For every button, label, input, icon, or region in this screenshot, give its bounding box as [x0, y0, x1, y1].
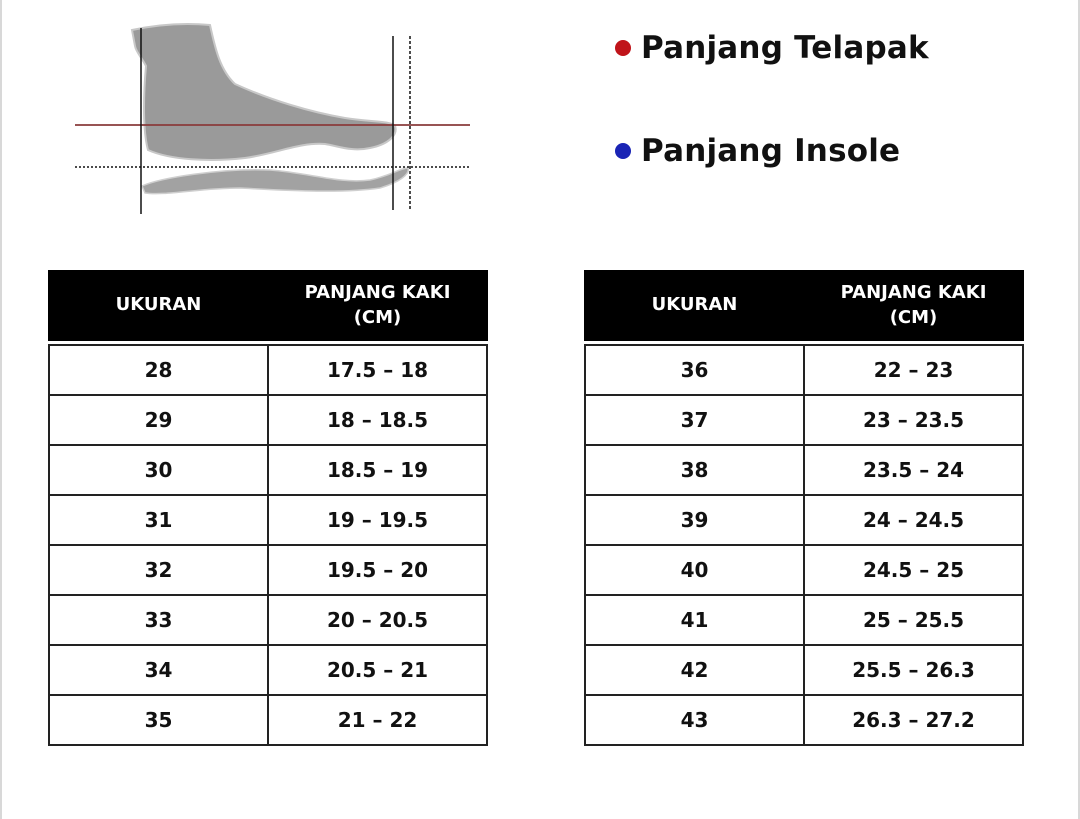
length-cell: 25 – 25.5: [804, 595, 1023, 645]
length-cell: 18.5 – 19: [268, 445, 487, 495]
length-cell: 18 – 18.5: [268, 395, 487, 445]
size-cell: 38: [585, 445, 804, 495]
size-cell: 29: [49, 395, 268, 445]
length-cell: 20 – 20.5: [268, 595, 487, 645]
table-row: [585, 545, 1023, 595]
foot-shape: [132, 24, 396, 160]
table-row: [49, 595, 487, 645]
size-cell: 28: [49, 345, 268, 395]
size-cell: 43: [585, 695, 804, 745]
foot-measurement-illustration: [70, 18, 480, 223]
size-cell: 41: [585, 595, 804, 645]
red-dot-icon: [615, 40, 631, 56]
table-row: [585, 445, 1023, 495]
table-row: [585, 695, 1023, 745]
length-cell: 23 – 23.5: [804, 395, 1023, 445]
legend-label: Panjang Telapak: [641, 30, 929, 66]
size-cell: 37: [585, 395, 804, 445]
size-table-left: [48, 270, 488, 746]
table-row: [49, 345, 487, 395]
insole-shape: [142, 168, 408, 194]
length-cell: 26.3 – 27.2: [804, 695, 1023, 745]
length-cell: 19 – 19.5: [268, 495, 487, 545]
table-header-row: [49, 271, 487, 340]
table-row: [585, 395, 1023, 445]
length-cell: 19.5 – 20: [268, 545, 487, 595]
table-row: [49, 545, 487, 595]
header-foot-length: [268, 271, 487, 340]
table-row: [49, 495, 487, 545]
header-size: UKURAN: [49, 271, 268, 340]
length-cell: 25.5 – 26.3: [804, 645, 1023, 695]
legend-item-telapak: [615, 30, 929, 66]
length-cell: 22 – 23: [804, 345, 1023, 395]
length-cell: 24 – 24.5: [804, 495, 1023, 545]
size-cell: 31: [49, 495, 268, 545]
size-cell: 40: [585, 545, 804, 595]
table-row: [49, 445, 487, 495]
table-row: [49, 645, 487, 695]
table-row: [585, 645, 1023, 695]
length-cell: 24.5 – 25: [804, 545, 1023, 595]
header-foot-length: [804, 271, 1023, 340]
length-cell: 21 – 22: [268, 695, 487, 745]
table-row: [49, 395, 487, 445]
size-cell: 32: [49, 545, 268, 595]
size-table-right: [584, 270, 1024, 746]
table-row: [49, 695, 487, 745]
size-cell: 33: [49, 595, 268, 645]
table-row: [585, 495, 1023, 545]
legend-item-insole: [615, 133, 900, 169]
table-row: [585, 595, 1023, 645]
size-cell: 30: [49, 445, 268, 495]
header-size: UKURAN: [585, 271, 804, 340]
size-cell: 34: [49, 645, 268, 695]
length-cell: 20.5 – 21: [268, 645, 487, 695]
header-unit: (CM): [353, 306, 402, 328]
header-foot-length-label: PANJANG KAKI: [840, 282, 987, 304]
table-header-row: [585, 271, 1023, 340]
legend-label: Panjang Insole: [641, 133, 901, 169]
size-cell: 42: [585, 645, 804, 695]
blue-dot-icon: [615, 143, 631, 159]
size-cell: 39: [585, 495, 804, 545]
length-cell: 23.5 – 24: [804, 445, 1023, 495]
length-cell: 17.5 – 18: [268, 345, 487, 395]
size-cell: 35: [49, 695, 268, 745]
table-row: [585, 345, 1023, 395]
size-cell: 36: [585, 345, 804, 395]
header-unit: (CM): [889, 306, 938, 328]
header-foot-length-label: PANJANG KAKI: [304, 282, 451, 304]
